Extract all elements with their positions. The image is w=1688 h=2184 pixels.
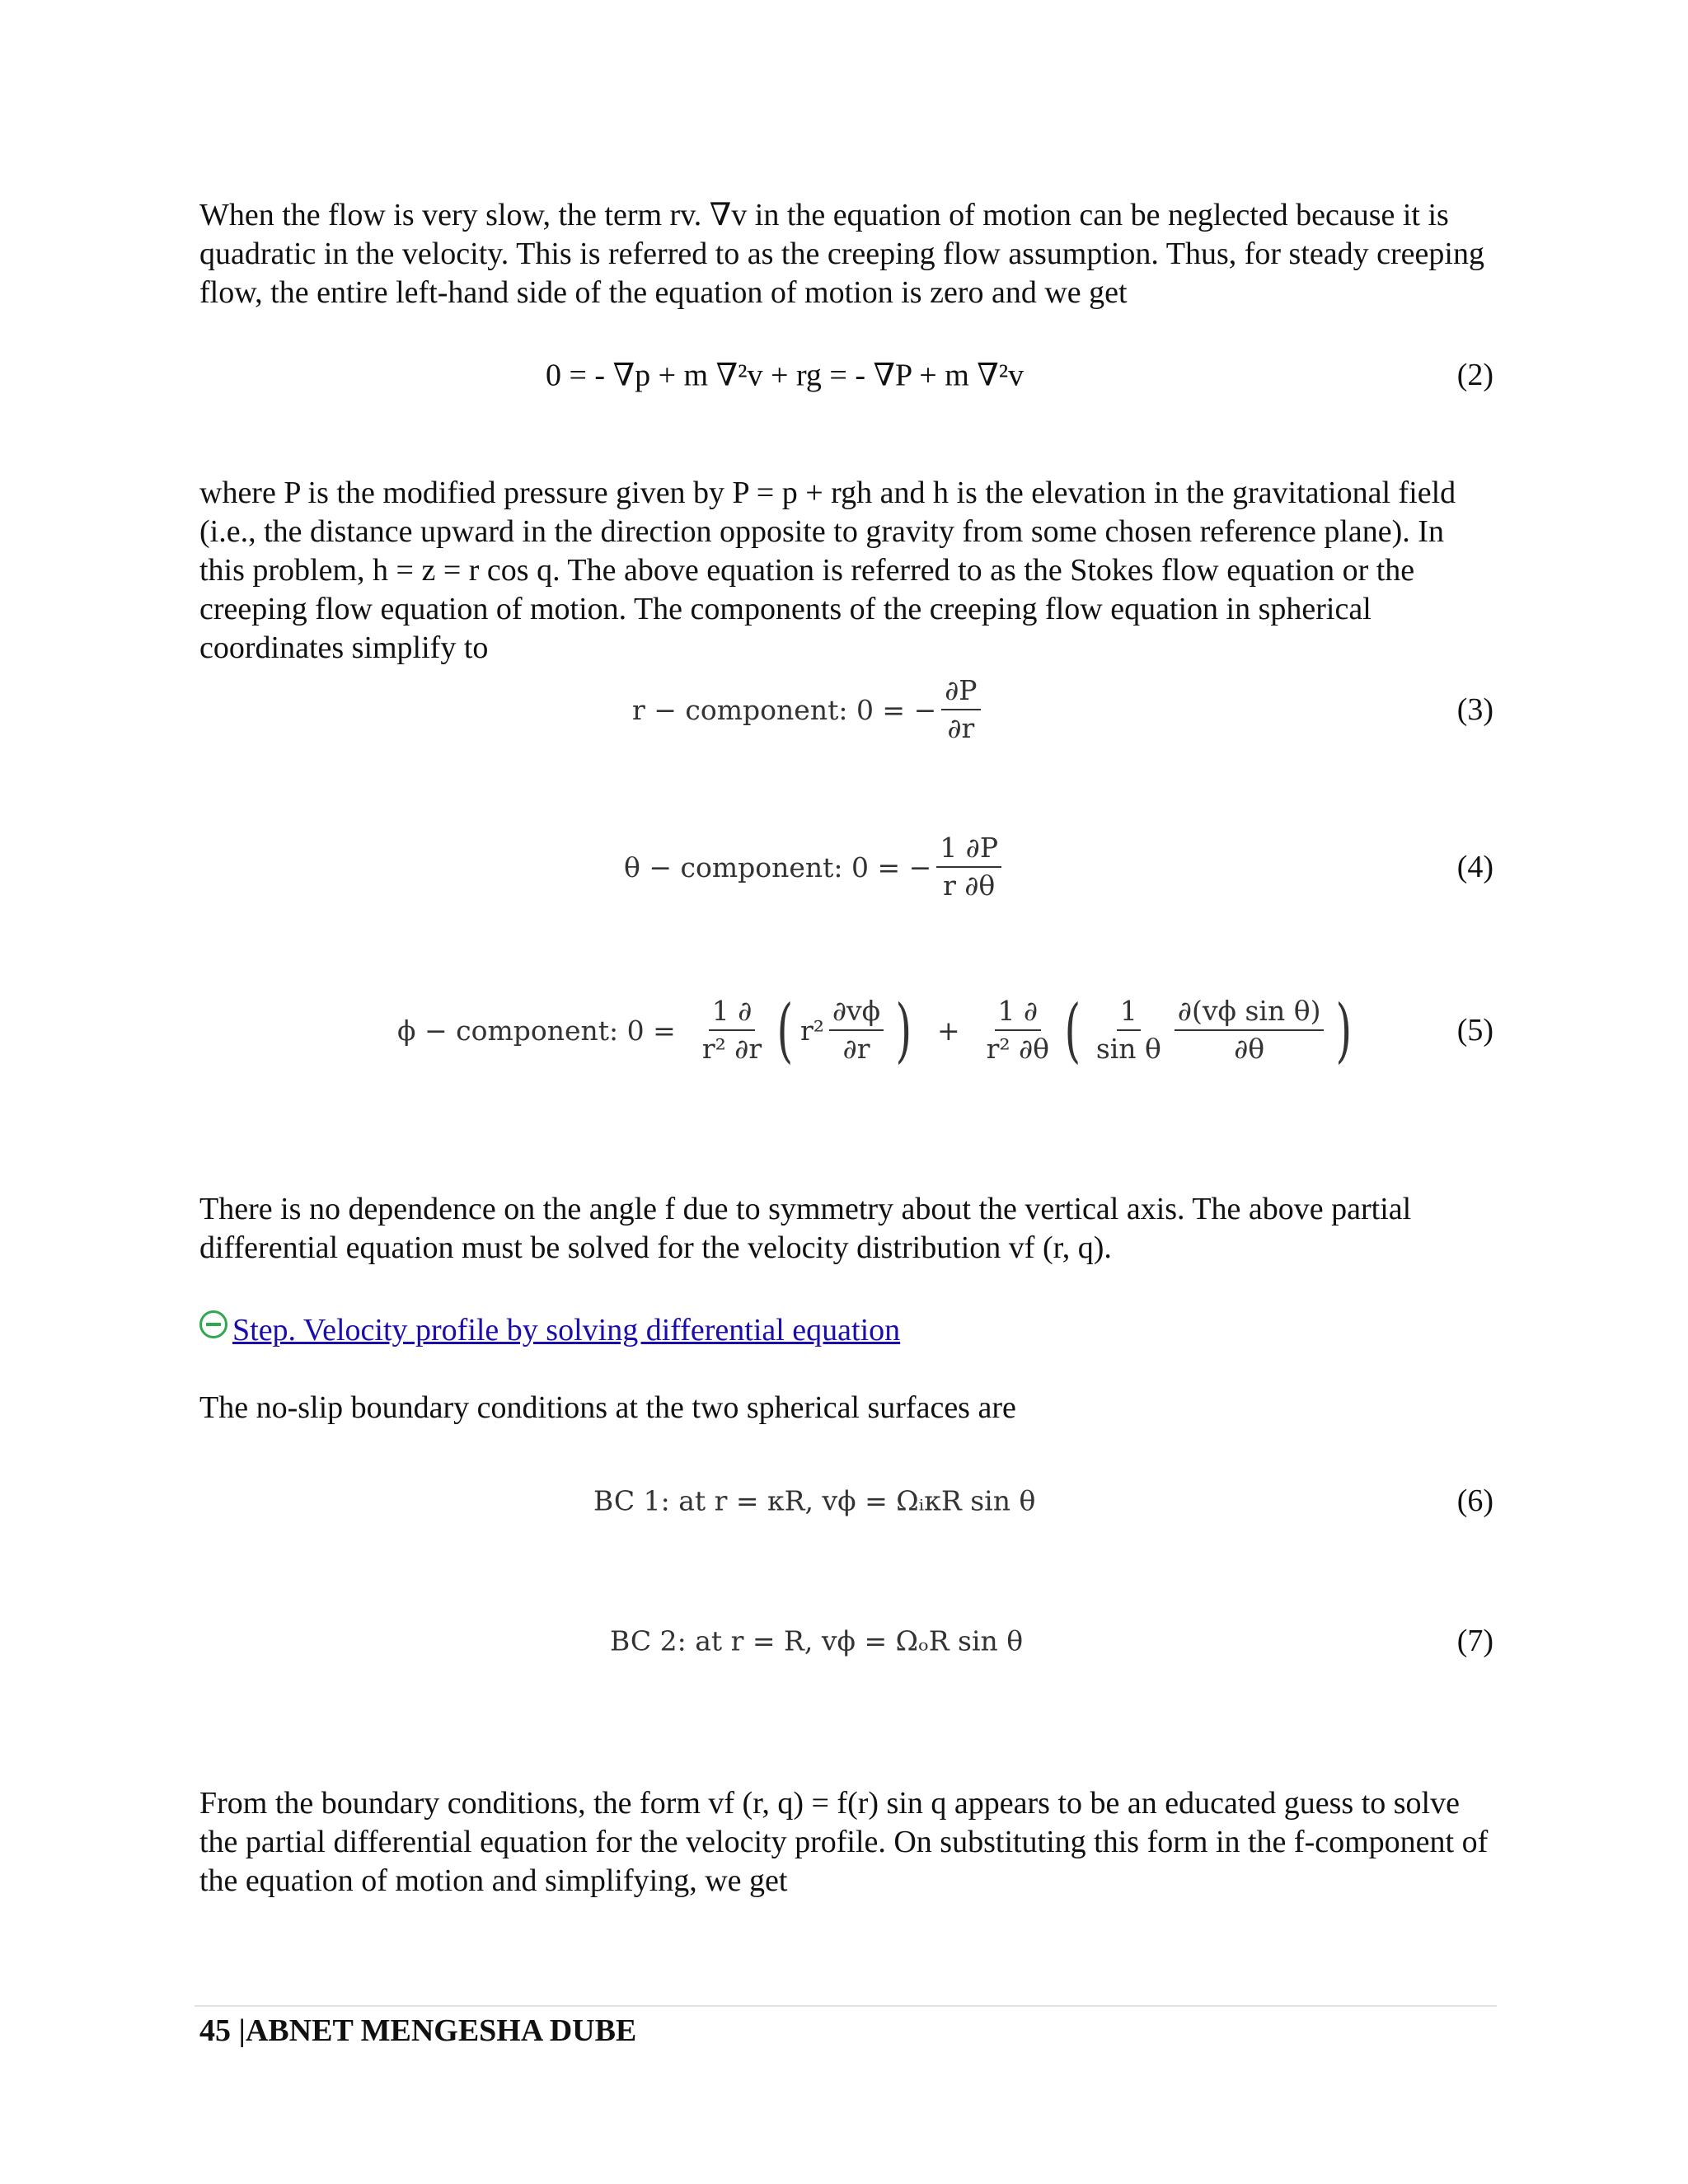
- equation-5-fraction-2-num: ∂vϕ: [829, 996, 884, 1031]
- equation-3-denominator: ∂r: [947, 712, 975, 744]
- equation-4-numerator: 1 ∂P: [936, 832, 1001, 868]
- equation-5-fraction-4: [1093, 996, 1165, 1065]
- equation-2-number: (2): [1456, 358, 1493, 392]
- step-link-row[interactable]: [199, 1312, 900, 1348]
- right-paren: ): [895, 990, 912, 1071]
- equation-4-number: (4): [1456, 850, 1493, 884]
- equation-5: [199, 985, 1493, 1076]
- equation-7: [199, 1596, 1493, 1686]
- paragraph-educated-guess: From the boundary conditions, the form vf (r, q) = f(r) sin q appears to be an educated guess to solve the partial differential equation for the velocity profile. On substituting this form in the f-component of the equation of motion and simplifying, we get: [199, 1786, 1489, 1898]
- equation-5-fraction-5-num: ∂(vϕ sin θ): [1175, 996, 1325, 1031]
- equation-5-fraction-2: [829, 996, 884, 1065]
- equation-5-fraction-5: [1175, 996, 1325, 1065]
- equation-4: [199, 822, 1493, 912]
- equation-3-label: r − component: 0 = −: [632, 693, 937, 726]
- equation-5-fraction-1-den: r² ∂r: [701, 1033, 762, 1065]
- equation-7-body: BC 2: at r = R, vϕ = ΩₒR sin θ: [610, 1624, 1024, 1657]
- equation-6-body: BC 1: at r = κR, vϕ = ΩᵢκR sin θ: [593, 1484, 1036, 1517]
- equation-5-label: ϕ − component: 0 =: [397, 1014, 676, 1047]
- equation-7-number: (7): [1456, 1624, 1493, 1658]
- paragraph-creeping-flow: When the flow is very slow, the term rv. ∇v in the equation of motion can be neglected because it is quadratic in the velocity. This is referred to as the creeping flow assumption. Thus, for steady creeping flow, the entire left-hand side of the equation of motion is zero and we get: [199, 198, 1484, 310]
- page-footer: 45 |ABNET MENGESHA DUBE: [199, 2013, 637, 2048]
- equation-5-fraction-2-den: ∂r: [842, 1033, 870, 1065]
- equation-5-fraction-1-num: 1 ∂: [709, 996, 756, 1031]
- equation-5-fraction-3-den: r² ∂θ: [986, 1033, 1050, 1065]
- left-paren: (: [1064, 990, 1081, 1071]
- paragraph-symmetry: There is no dependence on the angle f due to symmetry about the vertical axis. The above partial differential equation must be solved for the velocity distribution vf (r, q).: [199, 1192, 1412, 1265]
- paragraph-boundary-conditions: The no-slip boundary conditions at the two spherical surfaces are: [199, 1390, 1016, 1425]
- paragraph-modified-pressure: where P is the modified pressure given by P = p + rgh and h is the elevation in the gravitational field (i.e., the distance upward in the direction opposite to gravity from some chosen reference plane). In this problem, h = z = r cos q. The above equation is referred to as the Stokes flow equation or the creeping flow equation of motion. The components of the creeping flow equation in spherical coordinates simplify to: [199, 476, 1456, 665]
- right-paren: ): [1336, 990, 1353, 1071]
- equation-6: [199, 1455, 1493, 1546]
- footer-divider: [195, 2005, 1497, 2007]
- collapse-minus-icon[interactable]: [199, 1310, 227, 1338]
- step-velocity-profile-link[interactable]: Step. Velocity profile by solving differential equation: [232, 1313, 901, 1347]
- equation-4-fraction: [936, 832, 1001, 902]
- equation-5-plus: +: [936, 1014, 960, 1047]
- equation-5-number: (5): [1456, 1013, 1493, 1047]
- equation-5-fraction-4-num: 1: [1117, 996, 1141, 1031]
- equation-2-body: 0 = - ∇p + m ∇²v + rg = - ∇P + m ∇²v: [546, 358, 1025, 393]
- equation-5-fraction-3: [983, 996, 1053, 1065]
- left-paren: (: [776, 990, 794, 1071]
- equation-2: [199, 330, 1493, 420]
- equation-3-number: (3): [1456, 692, 1493, 727]
- equation-5-fraction-1: [699, 996, 765, 1065]
- equation-4-label: θ − component: 0 = −: [624, 851, 932, 883]
- equation-3-fraction: [941, 675, 980, 744]
- equation-3-numerator: ∂P: [941, 675, 980, 710]
- equation-6-number: (6): [1456, 1483, 1493, 1518]
- equation-5-fraction-3-num: 1 ∂: [995, 996, 1042, 1031]
- equation-4-denominator: r ∂θ: [943, 869, 996, 902]
- equation-5-r-squared: r²: [799, 1014, 824, 1047]
- equation-5-fraction-4-den: sin θ: [1095, 1033, 1161, 1065]
- equation-3: [199, 664, 1493, 755]
- equation-5-fraction-5-den: ∂θ: [1234, 1033, 1265, 1065]
